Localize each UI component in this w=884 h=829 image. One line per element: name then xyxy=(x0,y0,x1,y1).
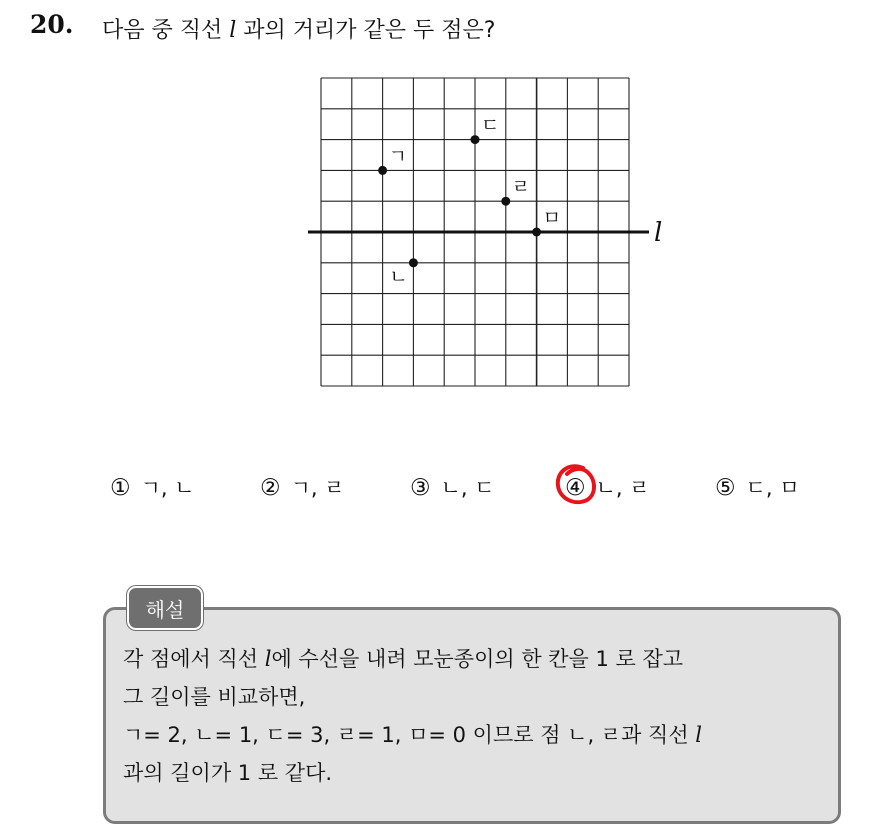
point-3 xyxy=(471,135,480,144)
choice-3-number: ③ xyxy=(410,475,431,501)
point-label-5: ㅁ xyxy=(542,207,561,229)
question-text-after: 과의 거리가 같은 두 점은? xyxy=(236,18,496,43)
choice-2-text: ㄱ, ㄹ xyxy=(290,476,345,500)
choice-5-text: ㄷ, ㅁ xyxy=(745,476,800,500)
choice-1-number: ① xyxy=(110,475,131,501)
explanation-line-3a: ㄱ= 2, ㄴ= 1, ㄷ= 3, ㄹ= 1, ㅁ= 0 이므로 점 ㄴ, ㄹ과 직선 xyxy=(123,723,696,747)
point-4 xyxy=(501,197,510,206)
explanation-text xyxy=(123,640,833,792)
line-l-label: l xyxy=(654,218,663,248)
explanation-line-1 xyxy=(123,640,833,678)
line-variable: l xyxy=(229,18,237,43)
choice-4-text: ㄴ, ㄹ xyxy=(595,476,650,500)
explanation-line-variable: l xyxy=(264,647,272,671)
choice-3-text: ㄴ, ㄷ xyxy=(440,476,495,500)
explanation-line-2: 그 길이를 비교하면, xyxy=(123,685,306,709)
question-number: 20. xyxy=(30,10,74,39)
point-label-1: ㄱ xyxy=(388,145,407,168)
point-5 xyxy=(532,228,541,237)
choice-5-number: ⑤ xyxy=(715,475,736,501)
grid-figure xyxy=(300,70,680,400)
answer-mark-circle xyxy=(553,462,599,508)
point-label-3: ㄷ xyxy=(481,114,500,137)
explanation-line-3 xyxy=(123,716,833,754)
point-2 xyxy=(409,258,418,267)
point-label-2: ㄴ xyxy=(389,265,408,288)
explanation-line-1b: 에 수선을 내려 모눈종이의 한 칸을 1 로 잡고 xyxy=(271,647,684,671)
choice-5[interactable] xyxy=(715,472,800,502)
choice-1-text: ㄱ, ㄴ xyxy=(140,476,195,500)
choice-4-number: ④ xyxy=(565,475,586,501)
choice-1[interactable] xyxy=(110,472,195,502)
choice-2[interactable] xyxy=(260,472,345,502)
point-label-4: ㄹ xyxy=(511,176,531,199)
question-text-before: 다음 중 직선 xyxy=(102,18,230,43)
answer-choices xyxy=(106,472,826,506)
choice-2-number: ② xyxy=(260,475,281,501)
point-1 xyxy=(378,166,387,175)
explanation-line-3-variable: l xyxy=(695,723,703,747)
explanation-line-1a: 각 점에서 직선 xyxy=(123,647,265,671)
choice-3[interactable] xyxy=(410,472,495,502)
question-text xyxy=(102,13,495,44)
explanation-line-4: 과의 길이가 1 로 같다. xyxy=(123,761,333,785)
explanation-label: 해설 xyxy=(127,586,203,630)
